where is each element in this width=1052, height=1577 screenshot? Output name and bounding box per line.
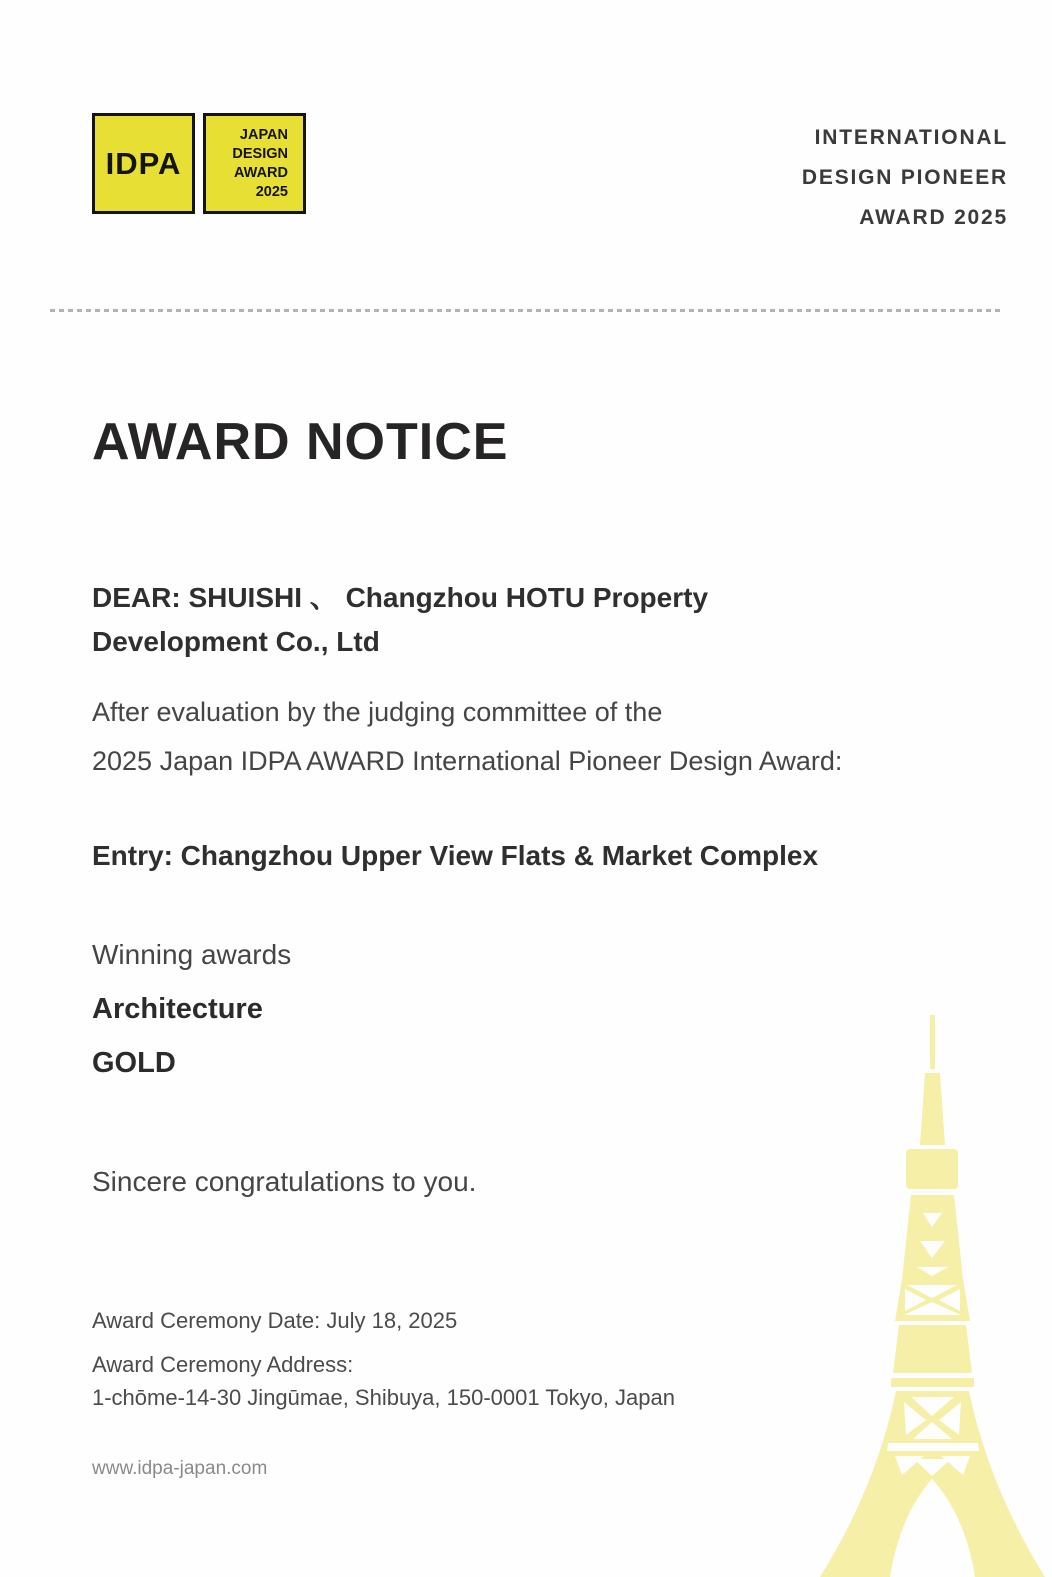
page-title: AWARD NOTICE [92,413,509,471]
recipient-line: DEAR: SHUISHI 、 Changzhou HOTU Property Development Co., Ltd [92,582,709,657]
ceremony-details [92,1306,1052,1413]
idpa-logo-text: IDPA [105,145,182,181]
letter-body [0,412,1052,1480]
award-category: Architecture [92,993,263,1025]
badge-line: DESIGN [232,145,288,162]
idpa-logo-box [92,113,195,214]
congratulations-line: Sincere congratulations to you. [92,1166,477,1197]
edition-line: DESIGN PIONEER [801,166,1008,189]
ceremony-address: 1-chōme-14-30 Jingūmae, Shibuya, 150-0001 Tokyo, Japan [92,1385,675,1410]
winning-awards-label: Winning awards [92,939,292,970]
awards-block [92,935,1052,1083]
badge-line: AWARD [234,164,288,181]
evaluation-line: After evaluation by the judging committee of the [92,697,663,727]
website-url: www.idpa-japan.com [92,1458,268,1479]
badge-line: JAPAN [239,126,288,143]
dashed-divider [50,309,1002,312]
header [0,0,1052,238]
idpa-logo-group [92,113,306,214]
award-level: GOLD [92,1047,176,1079]
edition-line: AWARD 2025 [859,206,1008,229]
entry-line: Entry: Changzhou Upper View Flats & Market Complex [92,840,819,871]
badge-line: 2025 [255,183,288,200]
ceremony-date: Award Ceremony Date: July 18, 2025 [92,1308,458,1333]
edition-line: INTERNATIONAL [814,126,1008,149]
japan-design-award-badge [203,113,306,214]
evaluation-paragraph [92,688,1052,786]
ceremony-address-label: Award Ceremony Address: [92,1352,354,1377]
award-edition-title [802,113,1008,238]
evaluation-line: 2025 Japan IDPA AWARD International Pioneer Design Award: [92,746,843,776]
